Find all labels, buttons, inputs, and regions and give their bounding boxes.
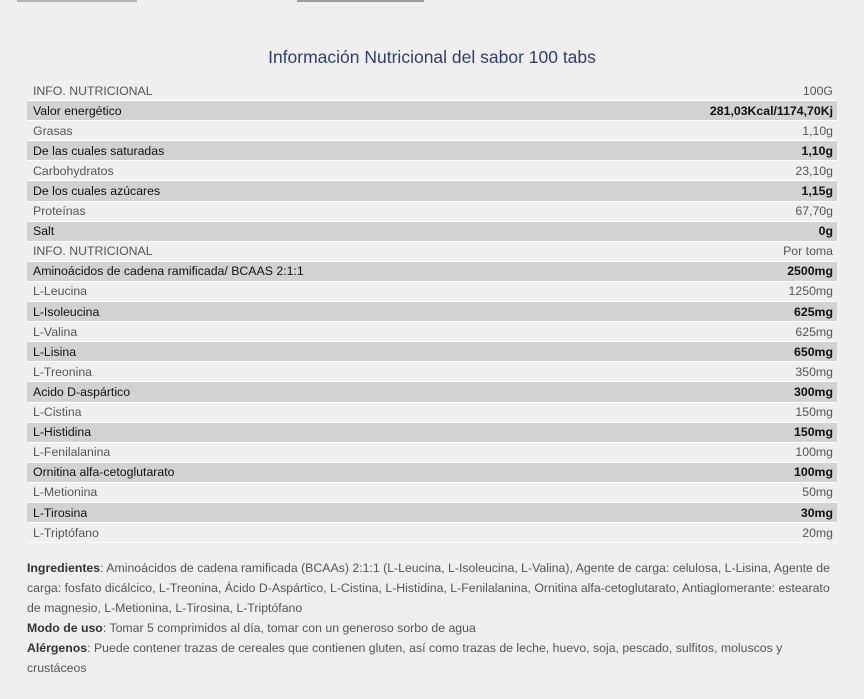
- table-row: [27, 382, 837, 402]
- tab-indicator[interactable]: [17, 0, 137, 2]
- tab-bar: [0, 0, 864, 2]
- nutrient-name: L-Valina: [27, 322, 576, 342]
- nutrient-value: 1250mg: [576, 281, 837, 301]
- page-title: Información Nutricional del sabor 100 tabs: [268, 47, 596, 67]
- tab-indicator[interactable]: [297, 0, 424, 2]
- usage-label: Modo de uso: [27, 621, 103, 635]
- nutrient-name: L-Fenilalanina: [27, 442, 576, 462]
- table-row: [27, 221, 837, 241]
- nutrient-value: 2500mg: [576, 261, 837, 281]
- nutrient-name: INFO. NUTRICIONAL: [27, 81, 576, 101]
- nutrient-name: Salt: [27, 221, 576, 241]
- table-row: [27, 141, 837, 161]
- nutrient-name: Proteínas: [27, 201, 576, 221]
- usage-paragraph: [27, 618, 835, 638]
- table-row: [27, 161, 837, 181]
- nutrient-value: 50mg: [576, 482, 837, 502]
- table-row: [27, 101, 837, 121]
- nutrient-name: L-Tirosina: [27, 502, 576, 522]
- nutrient-name: Grasas: [27, 121, 576, 141]
- nutrient-name: Aminoácidos de cadena ramificada/ BCAAS 2:1:1: [27, 261, 576, 281]
- nutrient-name: L-Lisina: [27, 342, 576, 362]
- nutrient-value: 1,10g: [576, 121, 837, 141]
- nutrition-table: [27, 81, 837, 543]
- ingredients-text: : Aminoácidos de cadena ramificada (BCAAs) 2:1:1 (L-Leucina, L-Isoleucina, L-Valina), Agente de carga: celulosa, L-Lisina, Agente de carga: fosfato dicálcico, L-Treonina, Ácido D-Aspártico, L-Cistina, L-Histidina, L-Fenilalanina, Ornitina alfa-cetoglutarato, Antiaglomerante: estearato de magnesio, L-Metionina, L-Tirosina, L-Triptófano: [27, 561, 830, 615]
- nutrient-value: 67,70g: [576, 201, 837, 221]
- nutrient-name: L-Metionina: [27, 482, 576, 502]
- table-row: [27, 342, 837, 362]
- ingredients-paragraph: [27, 558, 835, 618]
- table-row: [27, 502, 837, 522]
- nutrient-value: 30mg: [576, 502, 837, 522]
- table-row: [27, 322, 837, 342]
- allergens-label: Alérgenos: [27, 641, 88, 655]
- nutrient-value: 625mg: [576, 302, 837, 322]
- table-row: [27, 462, 837, 482]
- nutrient-value: 281,03Kcal/1174,70Kj: [576, 101, 837, 121]
- nutrient-value: 1,15g: [576, 181, 837, 201]
- nutrient-value: 100mg: [576, 462, 837, 482]
- table-row: [27, 402, 837, 422]
- nutrient-value: 150mg: [576, 402, 837, 422]
- nutrient-value: 650mg: [576, 342, 837, 362]
- nutrient-value: 100mg: [576, 442, 837, 462]
- nutrient-value: 625mg: [576, 322, 837, 342]
- table-row: [27, 362, 837, 382]
- table-row: [27, 121, 837, 141]
- nutrient-value: 1,10g: [576, 141, 837, 161]
- table-row: [27, 302, 837, 322]
- nutrient-name: INFO. NUTRICIONAL: [27, 241, 576, 261]
- table-row: [27, 523, 837, 543]
- nutrient-name: L-Treonina: [27, 362, 576, 382]
- nutrient-name: L-Histidina: [27, 422, 576, 442]
- table-row: [27, 281, 837, 301]
- table-row: [27, 81, 837, 101]
- nutrient-name: Acido D-aspártico: [27, 382, 576, 402]
- usage-text: : Tomar 5 comprimidos al día, tomar con un generoso sorbo de agua: [102, 621, 476, 635]
- nutrient-name: L-Cistina: [27, 402, 576, 422]
- nutrient-name: De las cuales saturadas: [27, 141, 576, 161]
- table-row: [27, 422, 837, 442]
- nutrient-value: 23,10g: [576, 161, 837, 181]
- table-row: [27, 201, 837, 221]
- nutrient-name: Carbohydratos: [27, 161, 576, 181]
- table-row: [27, 181, 837, 201]
- table-row: [27, 261, 837, 281]
- allergens-text: : Puede contener trazas de cereales que contienen gluten, así como trazas de leche, huevo, soja, pescado, sulfitos, moluscos y crustáceos: [27, 641, 783, 675]
- nutrient-value: 300mg: [576, 382, 837, 402]
- product-info: [27, 558, 835, 678]
- nutrient-name: Valor energético: [27, 101, 576, 121]
- nutrient-value: 20mg: [576, 523, 837, 543]
- nutrient-name: L-Leucina: [27, 281, 576, 301]
- nutrient-value: 100G: [576, 81, 837, 101]
- nutrient-value: 350mg: [576, 362, 837, 382]
- ingredients-label: Ingredientes: [27, 561, 101, 575]
- table-row: [27, 482, 837, 502]
- nutrient-name: L-Triptófano: [27, 523, 576, 543]
- nutrient-value: 150mg: [576, 422, 837, 442]
- table-row: [27, 241, 837, 261]
- nutrient-name: Ornitina alfa-cetoglutarato: [27, 462, 576, 482]
- nutrient-name: De los cuales azúcares: [27, 181, 576, 201]
- allergens-paragraph: [27, 638, 835, 678]
- nutrient-value: Por toma: [576, 241, 837, 261]
- nutrient-name: L-Isoleucina: [27, 302, 576, 322]
- nutrient-value: 0g: [576, 221, 837, 241]
- table-row: [27, 442, 837, 462]
